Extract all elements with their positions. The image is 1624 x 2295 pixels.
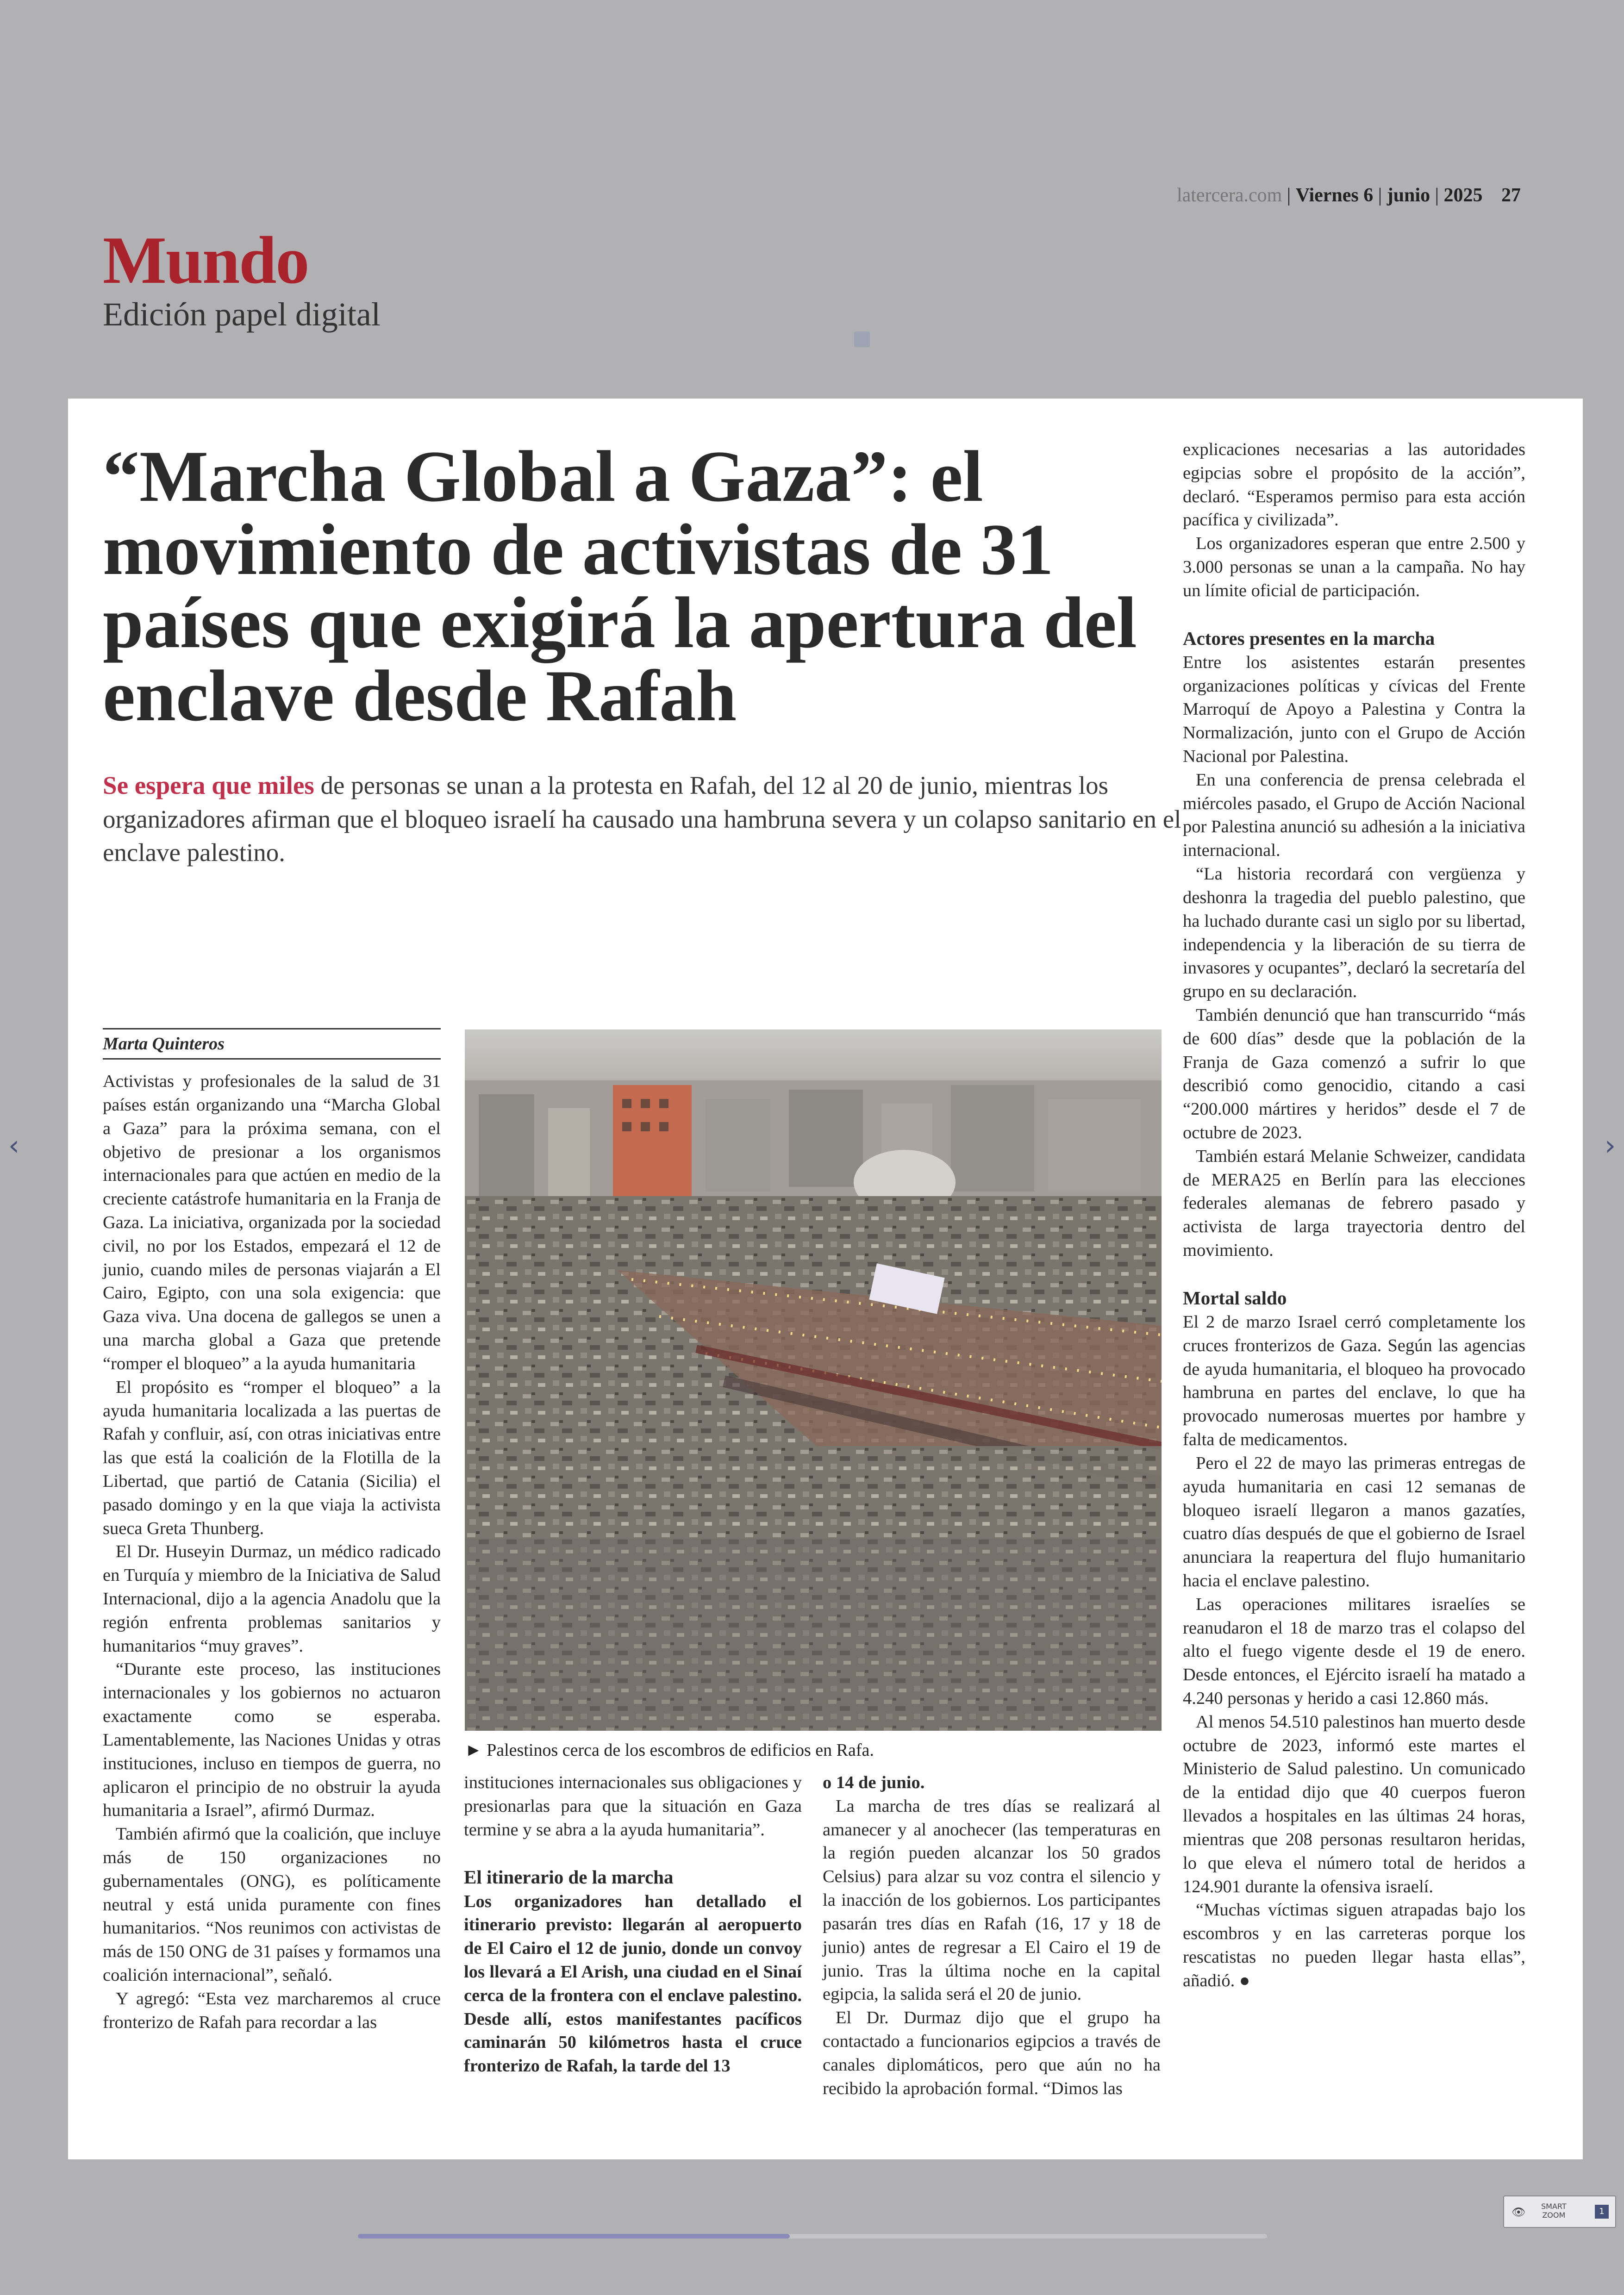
closing-quote: “Muchas víctimas siguen atrapadas bajo los escombros y en las carreteras porque los rescatistas no pueden llegar hasta ellas”, añadió. bbox=[1183, 1900, 1525, 1990]
article-headline: “Marcha Global a Gaza”: el movimiento de activistas de 31 países que exigirá la apertura del enclave desde Rafah bbox=[103, 436, 1137, 736]
paragraph: Pero el 22 de mayo las primeras entregas de ayuda humanitaria en casi 12 semanas de bloqueo israelí llegaron a manos gazatíes, cuatro días después de que el gobierno de Israel anunciara la reapertura del flujo humanitario hacia el enclave palestino. bbox=[1183, 1453, 1525, 1590]
smart-zoom-label-2: ZOOM bbox=[1542, 2211, 1566, 2220]
paragraph: Entre los asistentes estarán presentes organizaciones políticas y cívicas del Frente Marroquí de Apoyo a Palestina y Contra la Normalización, junto con el Grupo de Acción Nacional por Palestina. bbox=[1183, 652, 1525, 767]
paragraph: o 14 de junio. bbox=[823, 1773, 925, 1792]
article-photo bbox=[465, 1029, 1162, 1731]
paragraph: “La historia recordará con vergüenza y deshonra la tragedia del pueblo palestino, que ha luchado durante casi un siglo por su libertad, independencia y la liberación de su tierra de invasores y ocupantes”, declaró la secretaría del grupo en su declaración. bbox=[1183, 864, 1525, 1002]
paragraph: El propósito es “romper el bloqueo” a la ayuda humanitaria localizada a las puertas de Rafah y confluir, así, con otras iniciativas entre las que está la coalición de la Flotilla de la Libertad, que partió de Catania (Sicilia) el pasado domingo y en la que viaja la activista sueca Greta Thunberg. bbox=[103, 1377, 441, 1538]
paragraph: Activistas y profesionales de la salud de 31 países están organizando una “Marcha Global a Gaza” para la próxima semana, con el objetivo de presionar a los organismos internacionales para que actúen en medio de la creciente catástrofe humanitaria en la Franja de Gaza. La iniciativa, organizada por la sociedad civil, no por los Estados, empezará el 12 de junio, cuando miles de personas viajarán a El Cairo, Egipto, con una sola exigencia: que Gaza viva. Una docena de gallegos se unen a una marcha global a Gaza que pretende “romper el bloqueo” a la ayuda humanitaria bbox=[103, 1072, 441, 1373]
paragraph: El Dr. Durmaz dijo que el grupo ha contactado a funcionarios egipcios a través de canales diplomáticos, pero que aún no ha recibido la aprobación formal. “Dimos las bbox=[823, 2008, 1161, 2098]
lead-highlight: Se espera que miles bbox=[103, 771, 314, 799]
reading-progress-bar[interactable] bbox=[358, 2234, 1267, 2239]
paragraph: instituciones internacionales sus obligaciones y presionarlas para que la situación en Gaza termine y se abra a la ayuda humanitaria”. bbox=[464, 1773, 802, 1840]
paragraph: Y agregó: “Esta vez marcharemos al cruce fronterizo de Rafah para recordar a las bbox=[103, 1989, 441, 2032]
article-column-4 bbox=[1183, 438, 1525, 1993]
eye-icon: 👁 bbox=[1512, 2206, 1526, 2219]
paragraph: “Durante este proceso, las instituciones internacionales y los gobiernos no actuaron exactamente como se esperaba. Lamentablemente, las Naciones Unidas y otras instituciones, incluso en tiempos de guerra, no aplicaron el principio de no obstruir la ayuda humanitaria a Israel”, afirmó Durmaz. bbox=[103, 1659, 441, 1821]
header-month: junio bbox=[1387, 185, 1430, 206]
paragraph: Los organizadores han detallado el itinerario previsto: llegarán al aeropuerto de El Cairo el 12 de junio, donde un convoy los llevará a El Arish, una ciudad en el Sinaí cerca de la frontera con el enclave palestino. Desde allí, estos manifestantes pacíficos caminarán 50 kilómetros hasta el cruce fronterizo de Rafah, la tarde del 13 bbox=[464, 1891, 802, 2076]
section-title: Mundo bbox=[103, 223, 309, 298]
lead-text: de personas se unan a la protesta en Rafah, del 12 al 20 de junio, mientras los organizadores afirman que el bloqueo israelí ha causado una hambruna severa y un colapso sanitario en el enclave palestino. bbox=[103, 771, 1181, 867]
paragraph: explicaciones necesarias a las autoridades egipcias sobre el propósito de la acción”, declaró. “Esperamos permiso para esta acción pacífica y civilizada”. bbox=[1183, 440, 1525, 530]
header-year: 2025 bbox=[1443, 185, 1483, 206]
paragraph: En una conferencia de prensa celebrada el miércoles pasado, el Grupo de Acción Nacional por Palestina anunció su adhesión a la iniciativa internacional. bbox=[1183, 770, 1525, 861]
paragraph: El Dr. Huseyin Durmaz, un médico radicado en Turquía y miembro de la Iniciativa de Salud Internacional, dijo a la agencia Anadolu que la región enfrenta problemas sanitarios y humanitarios “muy graves”. bbox=[103, 1542, 441, 1656]
subheading-actors: Actores presentes en la marcha bbox=[1183, 627, 1435, 649]
smart-zoom-label bbox=[1541, 2202, 1567, 2220]
paragraph: Al menos 54.510 palestinos han muerto desde octubre de 2023, informó este martes el Ministerio de Salud palestino. Un comunicado de la entidad dijo que 40 cuerpos fueron llevados a hospitales en las últimas 24 horas, mientras que 208 personas resultaron heridas, lo que eleva el número total de heridos a 124.901 durante la ofensiva israelí. bbox=[1183, 1712, 1525, 1896]
paragraph: Los organizadores esperan que entre 2.500 y 3.000 personas se unan a la campaña. No hay un límite oficial de participación. bbox=[1183, 534, 1525, 600]
spacer bbox=[1183, 1262, 1525, 1285]
previous-page-icon[interactable]: ‹ bbox=[8, 1129, 19, 1162]
paragraph: El 2 de marzo Israel cerró completamente los cruces fronterizos de Gaza. Según las agencias de ayuda humanitaria, el bloqueo ha provocado hambruna en partes del enclave, lo que ha provocado numerosas muertes por hambre y falta de medicamentos. bbox=[1183, 1312, 1525, 1450]
smart-zoom-label-1: SMART bbox=[1541, 2202, 1567, 2211]
header-separator: | bbox=[1287, 185, 1291, 206]
site-name[interactable]: latercera.com bbox=[1176, 185, 1282, 206]
paragraph bbox=[1183, 1898, 1525, 1992]
section-subtitle: Edición papel digital bbox=[103, 296, 381, 333]
byline: Marta Quinteros bbox=[103, 1028, 441, 1060]
paragraph: También estará Melanie Schweizer, candidata de MERA25 en Berlín para las elecciones federales alemanas de febrero pasado y activista de larga trayectoria dentro del movimiento. bbox=[1183, 1146, 1525, 1260]
subheading-itinerary: El itinerario de la marcha bbox=[464, 1866, 674, 1888]
article-column-1 bbox=[103, 1028, 441, 2034]
smart-zoom-button[interactable] bbox=[1503, 2195, 1616, 2228]
spacer bbox=[464, 1841, 802, 1865]
article-column-2 bbox=[464, 1771, 802, 2078]
end-mark-icon: ● bbox=[1239, 1971, 1250, 1990]
rafah-rubble-photo bbox=[465, 1029, 1162, 1731]
subheading-death-toll: Mortal saldo bbox=[1183, 1287, 1287, 1309]
newspaper-page bbox=[68, 399, 1583, 2159]
header-separator: | bbox=[1435, 185, 1439, 206]
paragraph: También afirmó que la coalición, que incluye más de 150 organizaciones no gubernamentales (ONG), es políticamente neutral y está unida puramente con fines humanitarios. “Nos reunimos con activistas de más de 150 ONG de 31 países y formamos una coalición internacional”, señaló. bbox=[103, 1824, 441, 1985]
paragraph: Las operaciones militares israelíes se reanudaron el 18 de marzo tras el colapso del alto el fuego vigente desde el 19 de enero. Desde entonces, el Ejército israelí ha matado a 4.240 personas y herido a casi 12.860 más. bbox=[1183, 1594, 1525, 1709]
next-page-icon[interactable]: › bbox=[1605, 1129, 1616, 1162]
article-column-3 bbox=[823, 1771, 1161, 2100]
reading-progress-fill bbox=[358, 2234, 790, 2239]
spacer bbox=[1183, 603, 1525, 626]
header-day: Viernes 6 bbox=[1295, 185, 1374, 206]
bookmark-icon[interactable] bbox=[854, 331, 870, 347]
header-separator: | bbox=[1378, 185, 1382, 206]
paragraph: También denunció que han transcurrido “más de 600 días” desde que la población de la Franja de Gaza comenzó a sufrir lo que describió como genocidio, citando a casi “200.000 mártires y heridos” desde el 7 de octubre de 2023. bbox=[1183, 1005, 1525, 1143]
page-badge: 1 bbox=[1595, 2205, 1609, 2219]
page-number: 27 bbox=[1501, 185, 1521, 206]
page-header bbox=[1177, 184, 1521, 206]
photo-caption: ► Palestinos cerca de los escombros de edificios en Rafa. bbox=[465, 1740, 874, 1760]
article-lead bbox=[103, 769, 1223, 870]
paragraph: La marcha de tres días se realizará al amanecer y al anochecer (las temperaturas en la región pueden alcanzar los 50 grados Celsius) para alzar su voz contra el silencio y la inacción de los gobiernos. Los participantes pasarán tres días en Rafah (16, 17 y 18 de junio) antes de regresar a El Cairo el 19 de junio. Tras la última noche en la capital egipcia, la salida será el 20 de junio. bbox=[823, 1796, 1161, 2004]
